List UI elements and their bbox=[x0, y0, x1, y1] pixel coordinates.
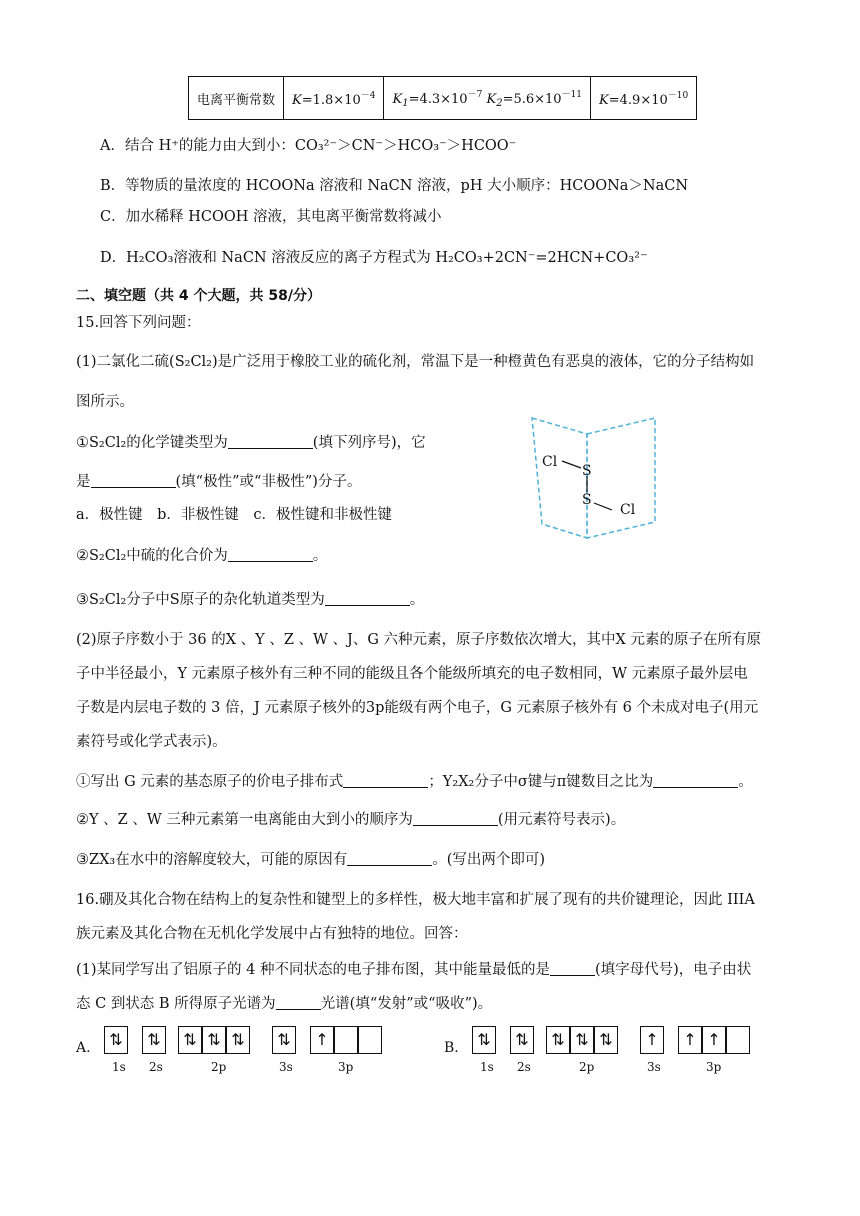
orbital-box-2s: ⇅ bbox=[510, 1026, 534, 1054]
answer-blank[interactable] bbox=[653, 773, 738, 788]
q15-1-question-1: ①S₂Cl₂的化学键类型为 (填下列序号)，它 bbox=[76, 435, 426, 451]
table-cell-k: $K=1.8\times 10^{-4}$ bbox=[284, 77, 384, 120]
q15-part2-text: 子数是内层电子数的 3 倍，J 元素原子核外的3p能级有两个电子，G 元素原子核外有 6 个未成对电子(用元 bbox=[76, 700, 759, 716]
question-15-title: 15.回答下列问题： bbox=[76, 315, 201, 331]
orbital-box-3p: ↑ bbox=[678, 1026, 702, 1054]
orbital-box-2p: ⇅ bbox=[594, 1026, 618, 1054]
answer-blank[interactable] bbox=[413, 811, 498, 826]
orbital-label: 1s bbox=[480, 1060, 494, 1074]
orbital-label: 3p bbox=[338, 1060, 354, 1074]
orbital-label: 1s bbox=[112, 1060, 126, 1074]
answer-blank[interactable] bbox=[276, 995, 321, 1010]
q15-part2-text: (2)原子序数小于 36 的X 、Y 、Z 、W 、J、G 六种元素，原子序数依次增大，其中X 元素的原子在所有原 bbox=[76, 632, 761, 648]
option-label-b: B. bbox=[444, 1040, 459, 1056]
orbital-box-3s: ⇅ bbox=[272, 1026, 296, 1054]
s2cl2-structure-diagram bbox=[520, 412, 670, 542]
orbital-box-3p bbox=[358, 1026, 382, 1054]
option-d: D．H₂CO₃溶液和 NaCN 溶液反应的离子方程式为 H₂CO₃+2CN⁻=2HCN+CO₃²⁻ bbox=[100, 250, 648, 266]
orbital-box-1s: ⇅ bbox=[472, 1026, 496, 1054]
orbital-diagram-a bbox=[76, 1026, 396, 1086]
q15-1-question-1-cont: 是 (填“极性”或“非极性”)分子。 bbox=[76, 474, 362, 490]
orbital-box-3p: ↑ bbox=[702, 1026, 726, 1054]
q15-1-choices: a．极性键 b．非极性键 c．极性键和非极性键 bbox=[76, 507, 393, 523]
orbital-label: 2s bbox=[149, 1060, 163, 1074]
question-16-text: 16.硼及其化合物在结构上的复杂性和键型上的多样性，极大地丰富和扩展了现有的共价键理论，因此 IIIA bbox=[76, 892, 755, 908]
orbital-label: 2s bbox=[517, 1060, 531, 1074]
option-b: B．等物质的量浓度的 HCOONa 溶液和 NaCN 溶液，pH 大小顺序：HCOONa＞NaCN bbox=[100, 178, 689, 194]
atom-cl-bottom: Cl bbox=[620, 502, 636, 518]
orbital-box-2p: ⇅ bbox=[570, 1026, 594, 1054]
orbital-box-3p bbox=[726, 1026, 750, 1054]
orbital-label: 3p bbox=[706, 1060, 722, 1074]
q15-1-question-2: ②S₂Cl₂中硫的化合价为 。 bbox=[76, 548, 328, 564]
orbital-box-2p: ⇅ bbox=[546, 1026, 570, 1054]
q16-1-question-cont: 态 C 到状态 B 所得原子光谱为 光谱(填“发射”或“吸收”)。 bbox=[76, 996, 493, 1012]
orbital-box-2s: ⇅ bbox=[142, 1026, 166, 1054]
orbital-label: 3s bbox=[279, 1060, 293, 1074]
orbital-label: 3s bbox=[647, 1060, 661, 1074]
orbital-box-2p: ⇅ bbox=[178, 1026, 202, 1054]
answer-blank[interactable] bbox=[550, 961, 595, 976]
orbital-box-3p bbox=[334, 1026, 358, 1054]
q15-2-question-1: ①写出 G 元素的基态原子的价电子排布式 ；Y₂X₂分子中σ键与π键数目之比为 。 bbox=[76, 774, 753, 790]
section-heading: 二、填空题（共 4 个大题，共 58/分） bbox=[76, 288, 321, 304]
answer-blank[interactable] bbox=[228, 547, 313, 562]
q16-1-question: (1)某同学写出了铝原子的 4 种不同状态的电子排布图，其中能量最低的是 (填字母代号)，电子由状 bbox=[76, 962, 752, 978]
answer-blank[interactable] bbox=[228, 434, 313, 449]
q15-part1-text-cont: 图所示。 bbox=[76, 394, 134, 410]
q15-part1-text: (1)二氯化二硫(S₂Cl₂)是广泛用于橡胶工业的硫化剂，常温下是一种橙黄色有恶臭的液体，它的分子结构如 bbox=[76, 354, 755, 370]
answer-blank[interactable] bbox=[325, 591, 410, 606]
orbital-diagram-b bbox=[444, 1026, 764, 1086]
orbital-label: 2p bbox=[211, 1060, 227, 1074]
table-cell-k1-k2: $K_1=4.3\times 10^{-7}$ $K_2=5.6\times 10^{-11}$ bbox=[384, 77, 591, 120]
orbital-box-1s: ⇅ bbox=[104, 1026, 128, 1054]
orbital-box-3p: ↑ bbox=[310, 1026, 334, 1054]
table-cell-k3: $K=4.9\times 10^{-10}$ bbox=[591, 77, 697, 120]
dashed-plane-left bbox=[532, 418, 587, 538]
q15-2-question-2: ②Y 、Z 、W 三种元素第一电离能由大到小的顺序为 (用元素符号表示)。 bbox=[76, 812, 626, 828]
q15-part2-text: 素符号或化学式表示)。 bbox=[76, 734, 227, 750]
option-c: C．加水稀释 HCOOH 溶液，其电离平衡常数将减小 bbox=[100, 209, 442, 225]
atom-cl-top: Cl bbox=[542, 454, 558, 470]
answer-blank[interactable] bbox=[347, 851, 432, 866]
orbital-box-2p: ⇅ bbox=[226, 1026, 250, 1054]
option-label-a: A. bbox=[76, 1040, 91, 1056]
orbital-box-2p: ⇅ bbox=[202, 1026, 226, 1054]
answer-blank[interactable] bbox=[343, 773, 428, 788]
ionization-constant-table bbox=[188, 76, 697, 120]
answer-blank[interactable] bbox=[91, 473, 176, 488]
orbital-box-3s: ↑ bbox=[640, 1026, 664, 1054]
question-16-text-cont: 族元素及其化合物在无机化学发展中占有独特的地位。回答： bbox=[76, 926, 468, 942]
table-header-cell: 电离平衡常数 bbox=[189, 77, 284, 120]
orbital-label: 2p bbox=[579, 1060, 595, 1074]
q15-part2-text: 子中半径最小，Y 元素原子核外有三种不同的能级且各个能级所填充的电子数相同，W 元素原子最外层电 bbox=[76, 666, 748, 682]
atom-s-top: S bbox=[582, 463, 592, 479]
dashed-plane-right bbox=[587, 418, 655, 538]
atom-s-bottom: S bbox=[582, 492, 592, 508]
q15-2-question-3: ③ZX₃在水中的溶解度较大，可能的原因有 。(写出两个即可) bbox=[76, 852, 546, 868]
option-a: A．结合 H⁺的能力由大到小：CO₃²⁻＞CN⁻＞HCO₃⁻＞HCOO⁻ bbox=[100, 138, 517, 154]
q15-1-question-3: ③S₂Cl₂分子中S原子的杂化轨道类型为 。 bbox=[76, 592, 425, 608]
